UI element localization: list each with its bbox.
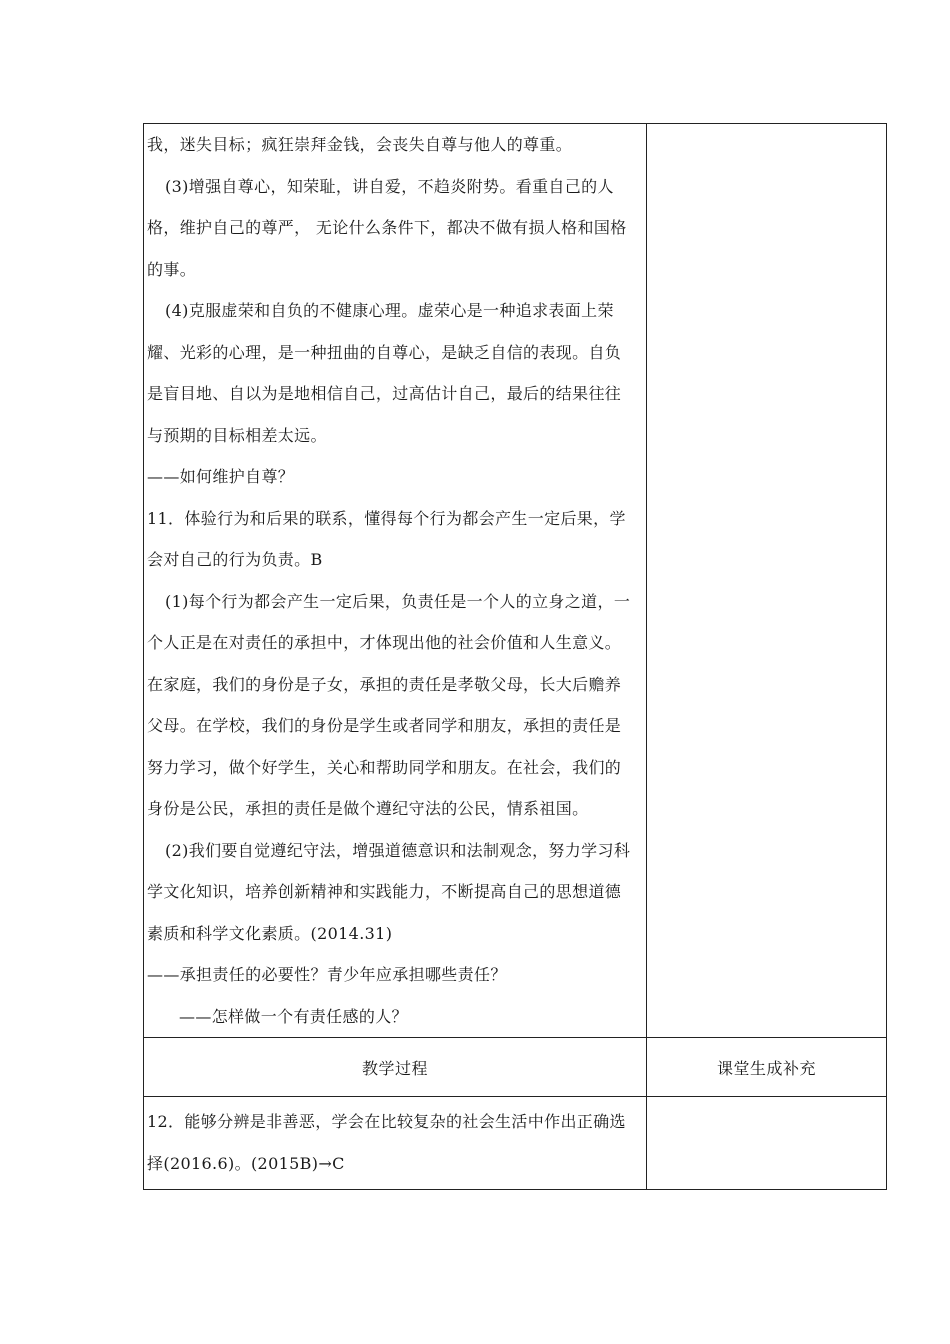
text-line: 耀、光彩的心理，是一种扭曲的自尊心，是缺乏自信的表现。自负 (147, 342, 622, 362)
text-line: 素质和科学文化素质。(2014.31) (147, 923, 393, 943)
content-text (144, 1097, 646, 1184)
text-line: (3)增强自尊心，知荣耻，讲自爱，不趋炎附势。看重自己的人 (165, 176, 614, 196)
text-line: 努力学习，做个好学生，关心和帮助同学和朋友。在社会，我们的 (147, 757, 622, 777)
teaching-content-cell (144, 124, 647, 1038)
text-line: (1)每个行为都会产生一定后果，负责任是一个人的立身之道，一 (165, 591, 631, 611)
content-row (144, 1097, 887, 1190)
header-row (144, 1038, 887, 1097)
header-teaching-process: 教学过程 (144, 1038, 647, 1097)
text-line: 是盲目地、自以为是地相信自己，过高估计自己，最后的结果往往 (147, 384, 622, 403)
header-classroom-supplement: 课堂生成补充 (647, 1038, 887, 1097)
text-line: 父母。在学校，我们的身份是学生或者同学和朋友，承担的责任是 (147, 716, 622, 735)
text-line: 与预期的目标相差太远。 (147, 425, 327, 445)
teaching-content-cell (144, 1097, 647, 1190)
text-line: 身份是公民，承担的责任是做个遵纪守法的公民，情系祖国。 (147, 799, 589, 818)
text-line: 11．体验行为和后果的联系，懂得每个行为都会产生一定后果，学 (147, 508, 626, 528)
text-line: 学文化知识，培养创新精神和实践能力，不断提高自己的思想道德 (147, 882, 622, 901)
text-line: 我，迷失目标；疯狂崇拜金钱，会丧失自尊与他人的尊重。 (147, 135, 573, 154)
text-line: 在家庭，我们的身份是子女，承担的责任是孝敬父母，长大后赡养 (147, 674, 622, 694)
content-row (144, 124, 887, 1038)
text-line: 个人正是在对责任的承担中，才体现出他的社会价值和人生意义。 (147, 633, 622, 652)
question-line: ——承担责任的必要性？青少年应承担哪些责任？ (147, 965, 507, 984)
content-text (144, 124, 646, 1037)
text-line: (4)克服虚荣和自负的不健康心理。虚荣心是一种追求表面上荣 (165, 301, 614, 320)
question-line: ——怎样做一个有责任感的人？ (179, 1006, 408, 1026)
text-line: 的事。 (147, 259, 197, 279)
text-line: 会对自己的行为负责。B (147, 550, 323, 569)
text-line: 择(2016.6)。(2015B)→C (147, 1153, 345, 1173)
text-line: 12．能够分辨是非善恶，学会在比较复杂的社会生活中作出正确选 (147, 1112, 626, 1131)
text-line: (2)我们要自觉遵纪守法，增强道德意识和法制观念，努力学习科 (165, 840, 631, 860)
text-line: 格，维护自己的尊严， 无论什么条件下，都决不做有损人格和国格 (147, 218, 627, 237)
question-line: ——如何维护自尊？ (147, 467, 295, 486)
supplement-cell (647, 1097, 887, 1190)
lesson-plan-table (143, 123, 887, 1190)
supplement-cell (647, 124, 887, 1038)
